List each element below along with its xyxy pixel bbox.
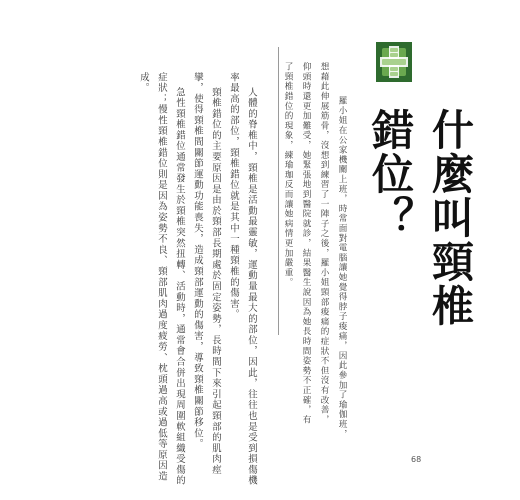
spine-cross-icon (376, 42, 412, 82)
page-title: 什麼叫頸椎錯位？ (366, 108, 475, 328)
page-number: 68 (411, 455, 422, 464)
intro-column-4: 了頸椎錯位的現象，練瑜珈反而讓她病情更加嚴重。 (283, 62, 293, 288)
intro-column-2: 想藉此伸展筋骨，沒想到練習了一陣子之後，羅小姐頸部痠痛的症狀不但沒有改善， (319, 62, 329, 425)
body-column-7: 成。 (138, 72, 149, 94)
intro-column-1: 羅小姐在公家機關上班，時常面對電腦讓她覺得脖子痠痛，因此參加了瑜伽班， (337, 96, 347, 439)
body-column-3: 頸椎錯位的主要原因是由於頸部長期處於固定姿勢，長時間下來引起頸部的肌肉痙 (210, 87, 221, 476)
body-column-1: 人體的脊椎中，頸椎是活動最靈敏，運動量最大的部位，因此，往往也是受到損傷機 (246, 87, 257, 487)
body-column-5: 急性頸椎錯位通常發生於頸椎突然扭轉、活動時，通常會合併出現周圍軟組織受傷的 (174, 87, 185, 487)
body-column-4: 攣，使得頸椎間關節運動功能喪失，造成頸部運動的傷害，導致頸椎關節移位。 (192, 72, 203, 450)
body-column-6: 症狀；慢性頸椎錯位則是因為姿勢不良、頸部肌肉過度疲勞、枕頭過高或過低等原因造 (156, 72, 167, 483)
intro-column-3: 仰頭時還更加難受，她緊張地到醫院就診，結果醫生說因為她長時間姿勢不正確，有 (301, 62, 311, 425)
body-column-2: 率最高的部位，頸椎錯位就是其中一種頸椎的傷害。 (228, 72, 239, 321)
divider (278, 47, 279, 335)
section-title (360, 62, 475, 362)
